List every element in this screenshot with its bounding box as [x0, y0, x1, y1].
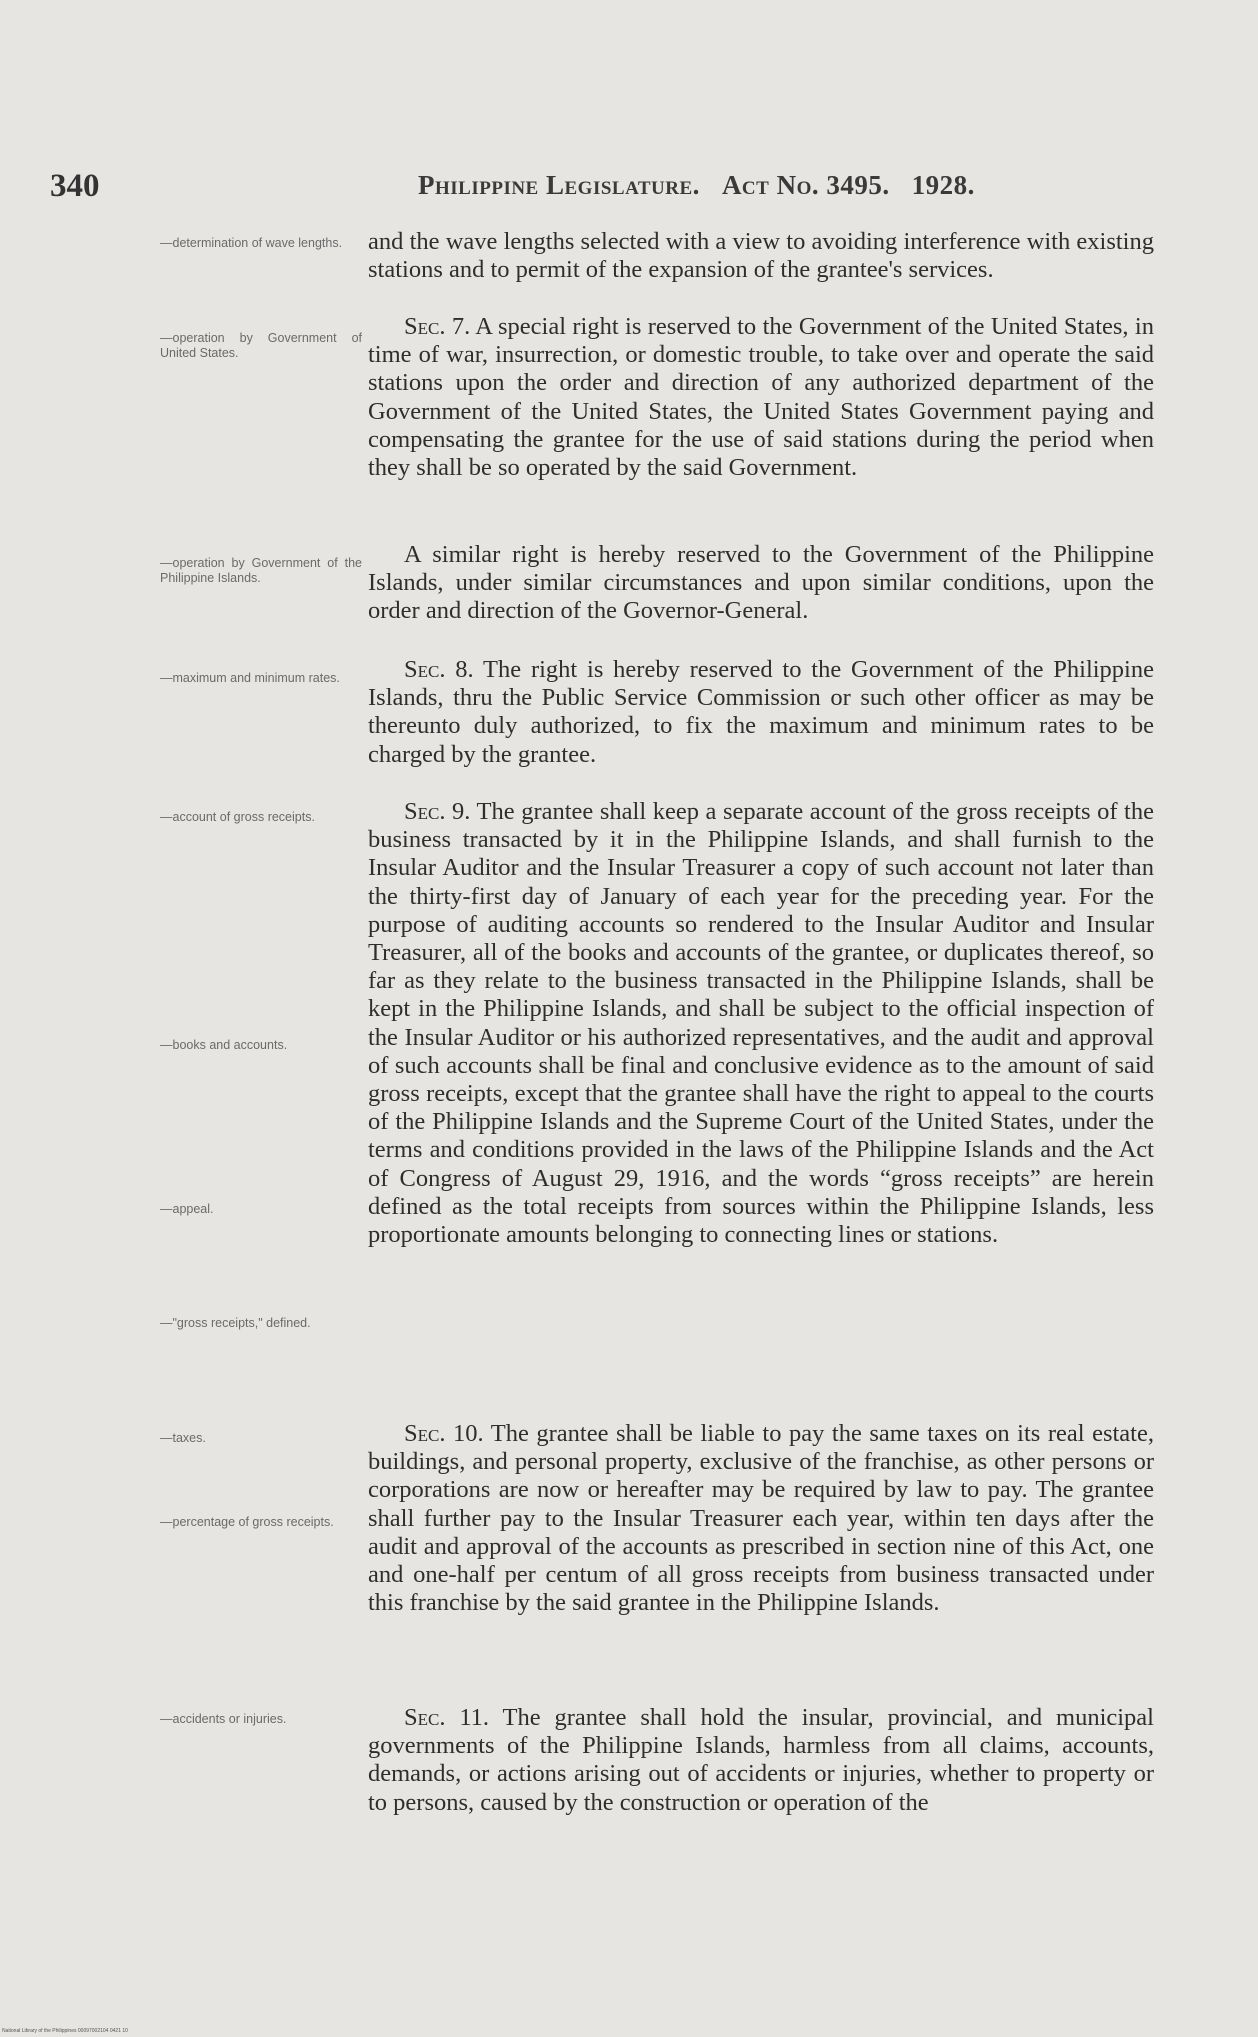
margin-note-accidents: —accidents or injuries. [160, 1712, 287, 1726]
margin-note-wave-lengths: —determination of wave lengths. [160, 236, 343, 250]
library-credit: National Library of the Philippines 00097002104 0421 10 [2, 2028, 128, 2034]
paragraph-sec-7 [368, 313, 1154, 482]
page-number: 340 [50, 168, 100, 204]
paragraph-sec-8 [368, 656, 1154, 769]
margin-note-percentage: —percentage of gross receipts. [160, 1515, 334, 1529]
section-label: Sec. 10. [404, 1420, 484, 1447]
paragraph-text: The grantee shall be liable to pay the same taxes on its real estate, buildings, and personal property, exclusive of the franchise, as other persons or corporations are now or hereafter may be required by law to pay. The grantee shall further pay to the Insular Treasurer each year, within ten days after the audit and approval of the accounts as prescribed in section nine of this Act, one and one-half per centum of all gross receipts from business transacted under this franchise by the said grantee in the Philippine Islands. [368, 1420, 1154, 1617]
margin-note-books: —books and accounts. [160, 1038, 288, 1052]
running-head-legislature: Philippine Legislature. [418, 170, 700, 200]
running-head [418, 170, 975, 201]
margin-note-gross-defined: —"gross receipts," defined. [160, 1316, 311, 1330]
paragraph-sec-10 [368, 1420, 1154, 1617]
paragraph-sec-9 [368, 798, 1154, 1249]
margin-note-pi-government: —operation by Government of the Philippine Islands. [160, 556, 362, 585]
section-label: Sec. 7. [404, 313, 471, 340]
paragraph-similar-right [368, 541, 1154, 626]
paragraph-text: The grantee shall keep a separate account of the gross receipts of the business transacted by it in the Philippine Islands, and shall furnish to the Insular Auditor and the Insular Treasurer a copy of such account not later than the thirty-first day of January of each year for the preceding year. For the purpose of auditing accounts so rendered to the Insular Auditor and Insular Treasurer, all of the books and accounts of the grantee, or duplicates thereof, so far as they relate to the business transacted in the Philippine Islands, shall be kept in the Philippine Islands, and shall be subject to the official inspection of the Insular Auditor or his authorized representatives, and the audit and approval of such accounts shall be final and conclusive evidence as to the amount of said gross receipts, except that the grantee shall have the right to appeal to the courts of the Philippine Islands and the Supreme Court of the United States, under the terms and conditions provided in the laws of the Philippine Islands and the Act of Congress of August 29, 1916, and the words “gross receipts” are herein defined as the total receipts from sources within the Philippine Islands, less proportionate amounts belonging to connecting lines or stations. [368, 798, 1154, 1249]
paragraph-text: The grantee shall hold the insular, provincial, and municipal governments of the Philippine Islands, harmless from all claims, accounts, demands, or actions arising out of accidents or injuries, whether to property or to persons, caused by the construction or operation of the [368, 1704, 1154, 1816]
margin-note-taxes: —taxes. [160, 1431, 206, 1445]
running-head-act: Act No. 3495. [721, 170, 890, 200]
margin-note-rates: —maximum and minimum rates. [160, 671, 340, 685]
running-head-year: 1928. [911, 170, 975, 200]
paragraph-wave-lengths [368, 228, 1154, 284]
margin-note-appeal: —appeal. [160, 1202, 214, 1216]
paragraph-text: The right is hereby reserved to the Government of the Philippine Islands, thru the Public Service Commission or such other officer as may be thereunto duly authorized, to fix the maximum and minimum rates to be charged by the grantee. [368, 656, 1154, 768]
paragraph-text: A similar right is hereby reserved to the Government of the Philippine Islands, under similar circumstances and upon similar conditions, upon the order and direction of the Governor-General. [368, 541, 1154, 625]
paragraph-text: A special right is reserved to the Government of the United States, in time of war, insurrection, or domestic trouble, to take over and operate the said stations upon the order and direction of any authorized department of the Government of the United States, the United States Government paying and compensating the grantee for the use of said stations during the period when they shall be so operated by the said Government. [368, 313, 1154, 482]
margin-note-gross-receipts: —account of gross receipts. [160, 810, 315, 824]
paragraph-sec-11 [368, 1704, 1154, 1817]
section-label: Sec. 11. [404, 1704, 490, 1731]
margin-note-us-government: —operation by Government of United States. [160, 331, 362, 360]
section-label: Sec. 8. [404, 656, 474, 683]
paragraph-text: and the wave lengths selected with a view to avoiding interference with existing stations and to permit of the expansion of the grantee's services. [368, 228, 1154, 284]
section-label: Sec. 9. [404, 798, 471, 825]
